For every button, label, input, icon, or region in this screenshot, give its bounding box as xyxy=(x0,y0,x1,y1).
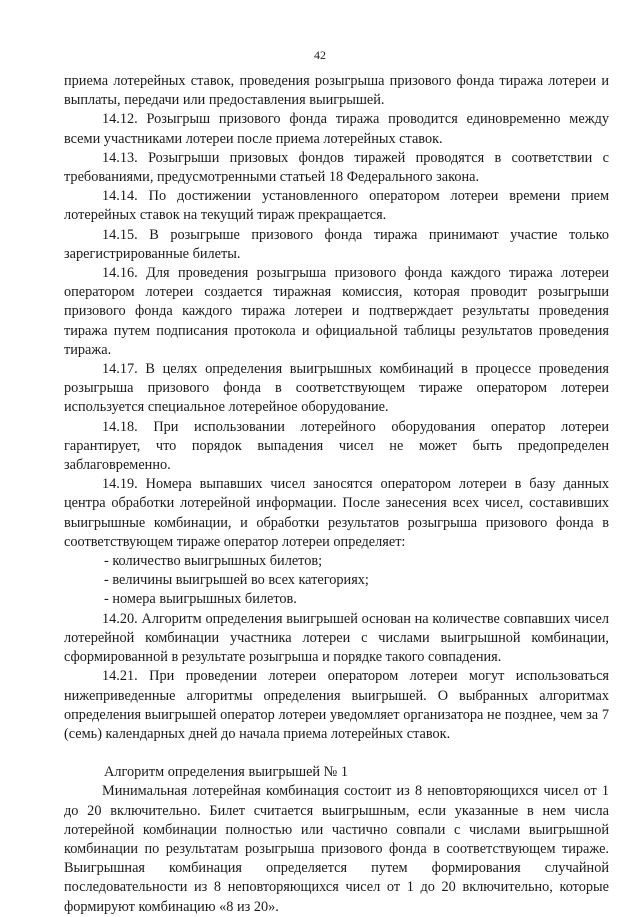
paragraph-14-14: 14.14. По достижении установленного оператором лотереи времени прием лотерейных ставок на текущий тираж прекращается. xyxy=(64,188,609,224)
paragraph-14-19: 14.19. Номера выпавших чисел заносятся оператором лотереи в базу данных центра обработки лотерейной информации. После занесения всех чисел, составивших выигрышные комбинации, и обработки результатов розыгрыша призового фонда в соответствующем тираже оператор лотереи определяет: xyxy=(64,476,609,550)
paragraph-14-15: 14.15. В розыгрыше призового фонда тиража принимают участие только зарегистрированные билеты. xyxy=(64,226,609,262)
algorithm-heading: Алгоритм определения выигрышей № 1 xyxy=(104,764,349,781)
algorithm-description: Минимальная лотерейная комбинация состоит из 8 неповторяющихся чисел от 1 до 20 включительно. Билет считается выигрышным, если указанные в нем числа лотерейной комбинации полностью или частично совпали с числами выигрышной комбинации по результатам розыгрыша призового фонда в соответствующем тираже. Выигрышная комбинация определяется путем формирования случайной последовательности из 8 неповторяющихся чисел от 1 до 20 включительно, которые формируют комбинацию «8 из 20». xyxy=(64,783,609,915)
section-spacer xyxy=(64,744,609,763)
paragraph-14-12: 14.12. Розыгрыш призового фонда тиража проводится единовременно между всеми участниками лотереи после приема лотерейных ставок. xyxy=(64,111,609,147)
document-body xyxy=(64,72,609,917)
paragraph-14-16: 14.16. Для проведения розыгрыша призового фонда каждого тиража лотереи оператором лотереи создается тиражная комиссия, которая проводит розыгрыши призового фонда каждого тиража лотереи и подтверждает результаты проведения тиража путем подписания протокола и официальной таблицы результатов проведения тиража. xyxy=(64,265,609,358)
list-item: - номера выигрышных билетов. xyxy=(104,591,297,608)
page-number: 42 xyxy=(314,48,326,62)
paragraph-14-18: 14.18. При использовании лотерейного оборудования оператор лотереи гарантирует, что порядок выпадения чисел не может быть предопределен заблаговременно. xyxy=(64,418,609,474)
paragraph-14-13: 14.13. Розыгрыши призовых фондов тиражей проводятся в соответствии с требованиями, предусмотренными статьей 18 Федерального закона. xyxy=(64,149,609,186)
paragraph-continuation: приема лотерейных ставок, проведения розыгрыша призового фонда тиража лотереи и выплаты, передачи или предоставления выигрышей. xyxy=(64,73,609,109)
paragraph-14-20: 14.20. Алгоритм определения выигрышей основан на количестве совпавших чисел лотерейной комбинации участника лотереи с числами выигрышной комбинации, сформированной в результате розыгрыша и порядке такого совпадения. xyxy=(64,610,609,666)
list-item: - количество выигрышных билетов; xyxy=(104,553,323,570)
paragraph-14-17: 14.17. В целях определения выигрышных комбинаций в процессе проведения розыгрыша призового фонда в соответствующем тираже оператором лотереи используется специальное лотерейное оборудование. xyxy=(64,361,609,416)
list-item: - величины выигрышей во всех категориях; xyxy=(104,572,369,589)
paragraph-14-21: 14.21. При проведении лотереи оператором лотереи могут использоваться нижеприведенные алгоритмы определения выигрышей. О выбранных алгоритмах определения выигрышей оператор лотереи уведомляет организатора не позднее, чем за 7 (семь) календарных дней до начала приема лотерейных ставок. xyxy=(64,668,609,742)
